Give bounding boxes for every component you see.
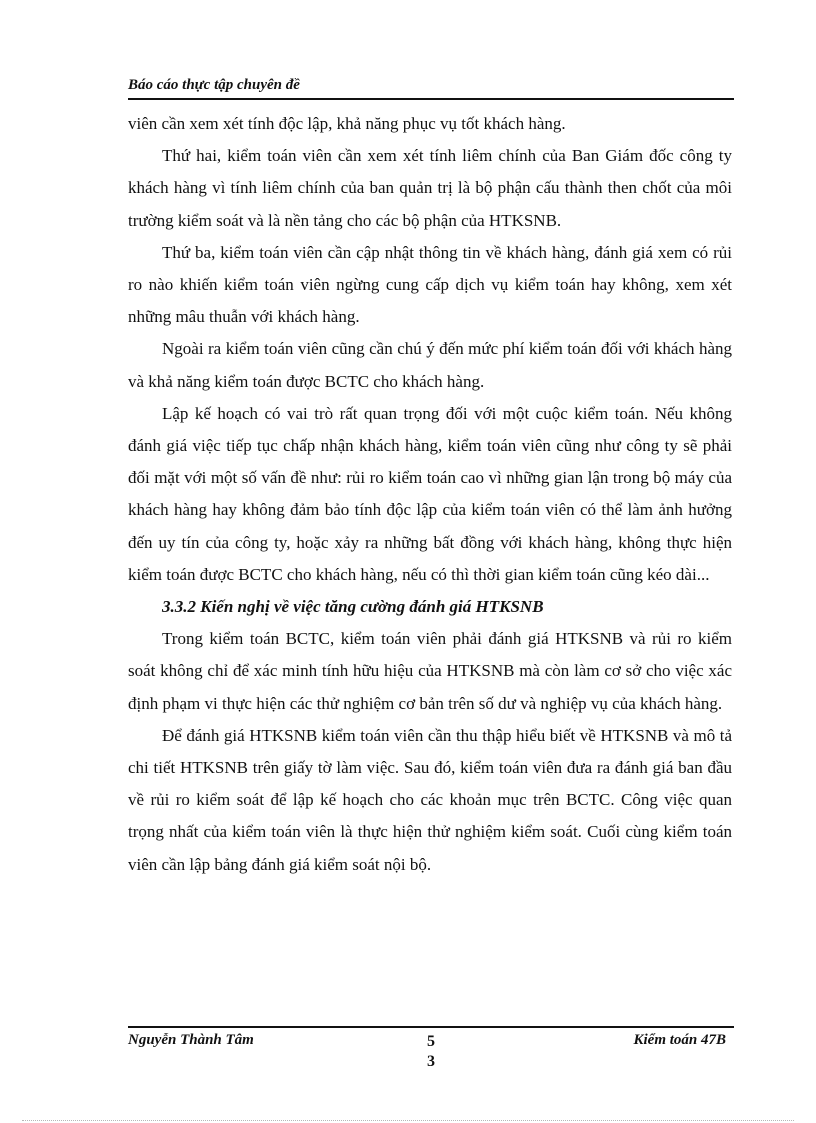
page-header [128, 76, 734, 100]
footer-class-name: Kiểm toán 47B [633, 1032, 726, 1048]
page-edge-divider [22, 1120, 794, 1121]
paragraph-audit-fee: Ngoài ra kiểm toán viên cũng cần chú ý đến mức phí kiểm toán đối với khách hàng và khả năng kiểm toán được BCTC cho khách hàng. [128, 339, 732, 391]
paragraph-continuation: viên cần xem xét tính độc lập, khả năng phục vụ tốt khách hàng. [128, 114, 566, 133]
footer-page-number-top: 5 [427, 1033, 435, 1050]
paragraph-internal-control-evaluation: Trong kiểm toán BCTC, kiểm toán viên phải đánh giá HTKSNB và rủi ro kiểm soát không chỉ để xác minh tính hữu hiệu của HTKSNB mà còn làm cơ sở cho việc xác định phạm vi thực hiện các thử nghiệm cơ bản trên số dư và nghiệp vụ của khách hàng. [128, 629, 732, 713]
section-heading-3-3-2: 3.3.2 Kiến nghị về việc tăng cường đánh giá HTKSNB [162, 597, 544, 617]
document-body [128, 108, 732, 881]
paragraph-third-point: Thứ ba, kiểm toán viên cần cập nhật thông tin về khách hàng, đánh giá xem có rủi ro nào khiến kiểm toán viên ngừng cung cấp dịch vụ kiểm toán hay không, xem xét những mâu thuẫn với khách hàng. [128, 242, 732, 327]
paragraph-evaluation-steps: Để đánh giá HTKSNB kiểm toán viên cần thu thập hiểu biết về HTKSNB và mô tả chi tiết HTKSNB trên giấy tờ làm việc. Sau đó, kiểm toán viên đưa ra đánh giá ban đầu về rủi ro kiểm soát để lập kế hoạch cho các khoản mục trên BCTC. Công việc quan trọng nhất của kiểm toán viên là thực hiện thử nghiệm kiểm soát. Cuối cùng kiểm toán viên cần lập bảng đánh giá kiểm soát nội bộ. [128, 725, 732, 874]
page-footer [128, 1026, 734, 1084]
header-title: Báo cáo thực tập chuyên đề [128, 77, 300, 93]
paragraph-second-point: Thứ hai, kiểm toán viên cần xem xét tính liêm chính của Ban Giám đốc công ty khách hàng vì tính liêm chính của ban quản trị là bộ phận cấu thành then chốt của môi trường kiểm soát và là nền tảng cho các bộ phận của HTKSNB. [128, 146, 732, 230]
footer-author: Nguyễn Thành Tâm [128, 1032, 254, 1048]
paragraph-planning-role: Lập kế hoạch có vai trò rất quan trọng đối với một cuộc kiểm toán. Nếu không đánh giá việc tiếp tục chấp nhận khách hàng, kiểm toán viên cũng như công ty sẽ phải đối mặt với một số vấn đề như: rủi ro kiểm toán cao vì những gian lận trong bộ máy của khách hàng hay không đảm bảo tính độc lập của kiểm toán viên có thể làm ảnh hưởng đến uy tín của công ty, hoặc xảy ra những bất đồng với khách hàng, không thực hiện kiểm toán được BCTC cho khách hàng, nếu có thì thời gian kiểm toán cũng kéo dài... [128, 403, 732, 584]
footer-page-number-bottom: 3 [427, 1053, 435, 1070]
